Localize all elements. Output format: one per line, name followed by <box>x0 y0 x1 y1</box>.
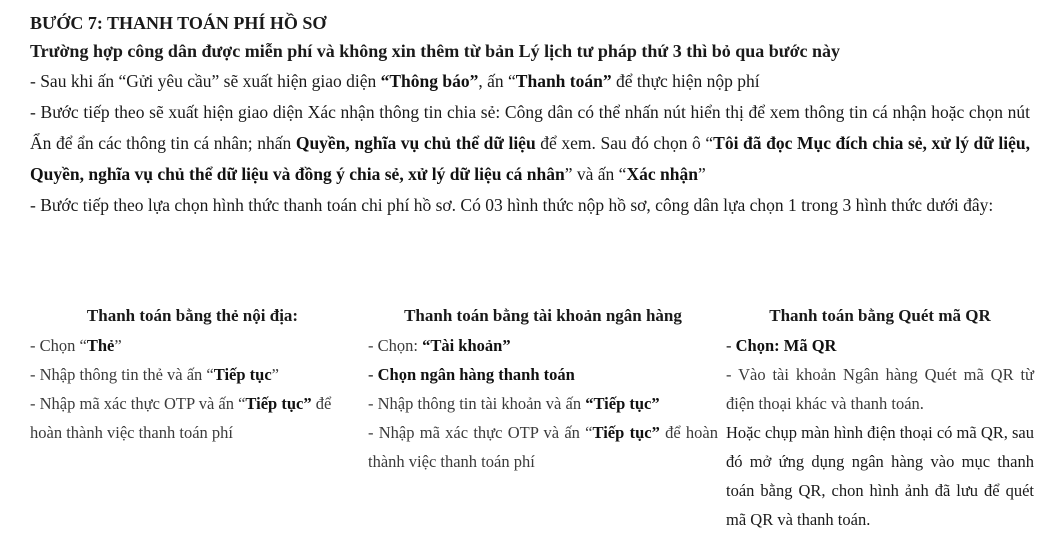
p2-text-1: - Bước tiếp theo sẽ xuất hiện giao diện Xác nhận thông tin chia sẻ: Công dân có thể nhấn nút hiển thị để xem thông tin cá nhận hoặc chọn nút Ẩn để ẩn các thông tin cá nhân; nhấn <box>30 102 1030 153</box>
bank-step-4 <box>368 418 718 476</box>
card-step-1-text: - Chọn “ <box>30 336 87 355</box>
p2-text-4: ” <box>697 164 706 184</box>
qr-step-3: Hoặc chụp màn hình điện thoại có mã QR, sau đó mở ứng dụng ngân hàng vào mục thanh toán bằng QR, chon hình ảnh đã lưu để quét mã QR và thanh toán. <box>726 423 1034 529</box>
column-qr-payment <box>726 302 1034 534</box>
bank-step-3-bold: “Tiếp tục” <box>585 394 660 413</box>
bank-step-3-text: - Nhập thông tin tài khoản và ấn <box>368 394 586 413</box>
p2-text-3: ” và ấn “ <box>564 164 627 184</box>
step-subtitle: Trường hợp công dân được miễn phí và không xin thêm từ bản Lý lịch tư pháp thứ 3 thì bỏ qua bước này <box>30 41 841 61</box>
column-card-payment <box>30 302 355 447</box>
p1-text-1: - Sau khi ấn “Gửi yêu cầu” sẽ xuất hiện giao diện <box>30 71 381 91</box>
card-step-1 <box>30 331 355 360</box>
bank-step-2 <box>368 360 718 389</box>
paragraph-send-request <box>30 66 1030 97</box>
bank-step-2-bold: Chọn ngân hàng thanh toán <box>377 365 575 384</box>
p1-bold-payment: Thanh toán” <box>515 71 612 91</box>
bank-heading: Thanh toán bằng tài khoản ngân hàng <box>404 306 682 325</box>
p2-bold-confirm: Xác nhận <box>626 164 698 184</box>
qr-heading: Thanh toán bằng Quét mã QR <box>769 306 991 325</box>
card-step-3-bold: Tiếp tục” <box>245 394 312 413</box>
bank-step-3 <box>368 389 718 418</box>
qr-step-1 <box>726 331 1034 360</box>
p1-text-3: để thực hiện nộp phí <box>611 71 760 91</box>
document-page <box>30 10 1030 221</box>
qr-step-1-bold: Chọn: Mã QR <box>735 336 837 355</box>
p2-bold-consent: Tôi đã đọc Mục đích chia sẻ, xử lý dữ liệu, Quyền, nghĩa vụ chủ thể dữ liệu và đồng ý chia sẻ, xử lý dữ liệu cá nhân <box>30 133 1030 184</box>
p2-text-2: để xem. Sau đó chọn ô “ <box>535 133 714 153</box>
card-heading: Thanh toán bằng thẻ nội địa: <box>86 306 299 325</box>
step-title: BƯỚC 7: THANH TOÁN PHÍ HỒ SƠ <box>30 13 327 33</box>
qr-step-2: - Vào tài khoản Ngân hàng Quét mã QR từ điện thoại khác và thanh toán. <box>726 365 1034 413</box>
p1-bold-notice: “Thông báo” <box>380 71 479 91</box>
column-bank-payment <box>368 302 718 476</box>
card-step-3 <box>30 389 355 447</box>
card-step-1-bold: Thẻ <box>86 336 115 355</box>
p2-bold-rights: Quyền, nghĩa vụ chủ thể dữ liệu <box>295 133 536 153</box>
bank-step-4-text: - Nhập mã xác thực OTP và ấn “ <box>368 423 593 442</box>
bank-step-1-bold: “Tài khoản” <box>422 336 511 355</box>
payment-methods-columns <box>30 302 1034 532</box>
card-step-3-text: - Nhập mã xác thực OTP và ấn “ <box>30 394 246 413</box>
bank-step-1-text: - Chọn: <box>368 336 423 355</box>
paragraph-payment-methods: - Bước tiếp theo lựa chọn hình thức thanh toán chi phí hồ sơ. Có 03 hình thức nộp hồ sơ, công dân lựa chọn 1 trong 3 hình thức dưới đây: <box>30 195 994 215</box>
p1-text-2: , ấn “ <box>478 71 516 91</box>
bank-step-1 <box>368 331 718 360</box>
paragraph-confirm-info <box>30 97 1030 190</box>
qr-step-1-text: - <box>726 336 736 355</box>
card-step-2 <box>30 360 355 389</box>
bank-step-4-end: để hoàn thành việc thanh toán phí <box>368 423 718 471</box>
card-step-3-end: để hoàn thành việc thanh toán phí <box>30 394 332 442</box>
bank-step-2-text: - <box>368 365 378 384</box>
card-step-1-end: ” <box>114 336 122 355</box>
card-step-2-text: - Nhập thông tin thẻ và ấn “ <box>30 365 214 384</box>
bank-step-4-bold: Tiếp tục” <box>592 423 660 442</box>
card-step-2-bold: Tiếp tục <box>213 365 272 384</box>
card-step-2-end: ” <box>271 365 279 384</box>
